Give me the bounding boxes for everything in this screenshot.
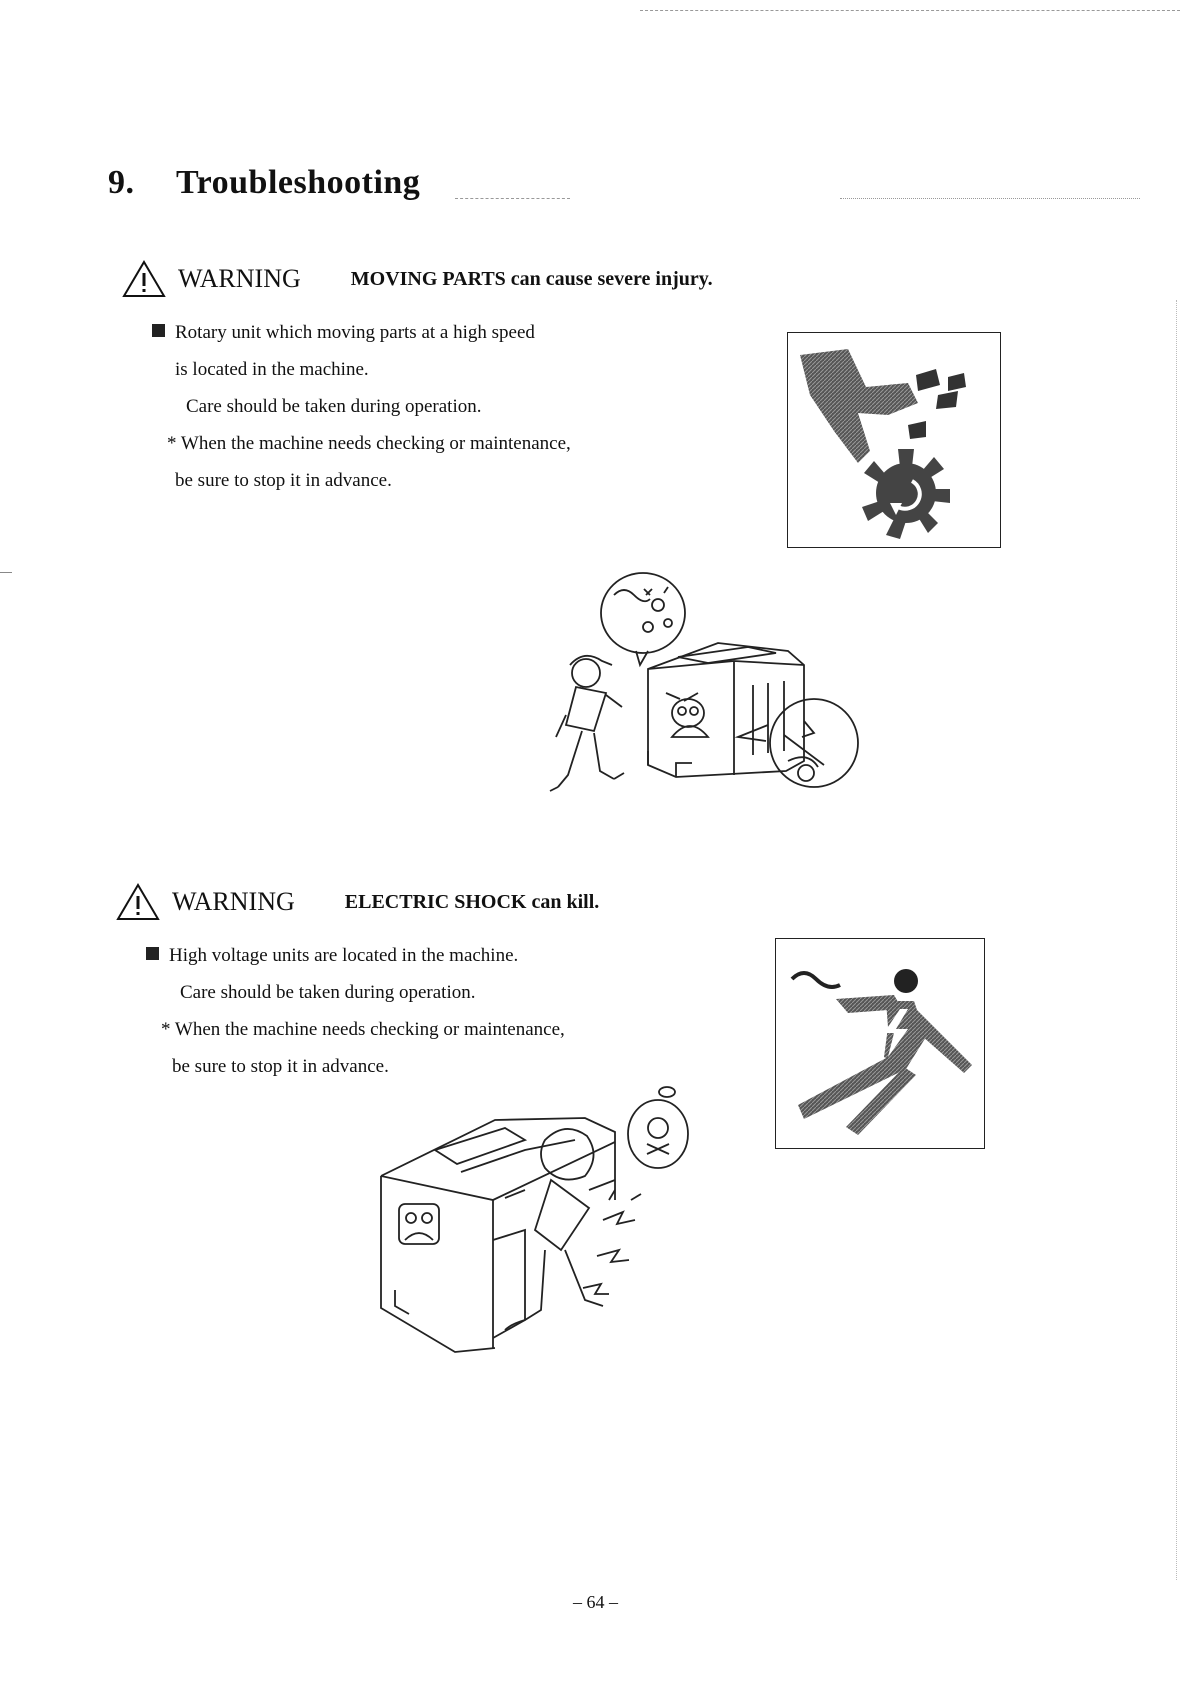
page-title (108, 164, 420, 202)
text-line: be sure to stop it in advance. (175, 470, 392, 491)
text-line: * When the machine needs checking or maintenance, (161, 1019, 565, 1040)
section-title: Troubleshooting (176, 164, 421, 201)
moving-parts-hazard-icon (787, 332, 1001, 548)
scan-artifact (1176, 300, 1177, 1580)
text-line: Rotary unit which moving parts at a high speed (152, 314, 571, 351)
bullet-square-icon (152, 324, 165, 337)
warning-label: WARNING (178, 264, 301, 293)
bullet-square-icon (146, 947, 159, 960)
text-line: High voltage units are located in the machine. (146, 937, 565, 974)
text-line: Care should be taken during operation. (186, 396, 482, 417)
text-line: * When the machine needs checking or maintenance, (167, 433, 571, 454)
warning-body-electric-shock (146, 937, 565, 1085)
warning-message: MOVING PARTS can cause severe injury. (350, 267, 713, 290)
machine-hazard-cartoon (548, 565, 880, 827)
warning-heading-moving-parts (122, 260, 713, 298)
warning-triangle-icon (122, 260, 166, 298)
title-leader (455, 198, 570, 199)
scan-artifact (640, 10, 1180, 11)
section-number: 9. (108, 164, 135, 201)
warning-heading-electric-shock (116, 883, 599, 921)
scan-artifact (0, 572, 12, 573)
warning-body-moving-parts (152, 314, 571, 499)
text-line: Care should be taken during operation. (180, 982, 476, 1003)
electric-shock-cartoon (375, 1080, 701, 1358)
warning-triangle-icon (116, 883, 160, 921)
warning-label: WARNING (172, 887, 295, 916)
electric-shock-hazard-icon (775, 938, 985, 1149)
title-leader-right (840, 198, 1140, 199)
text-line: is located in the machine. (175, 359, 369, 380)
warning-message: ELECTRIC SHOCK can kill. (344, 890, 600, 913)
text-line: be sure to stop it in advance. (172, 1056, 389, 1077)
page-number: – 64 – (573, 1592, 618, 1612)
